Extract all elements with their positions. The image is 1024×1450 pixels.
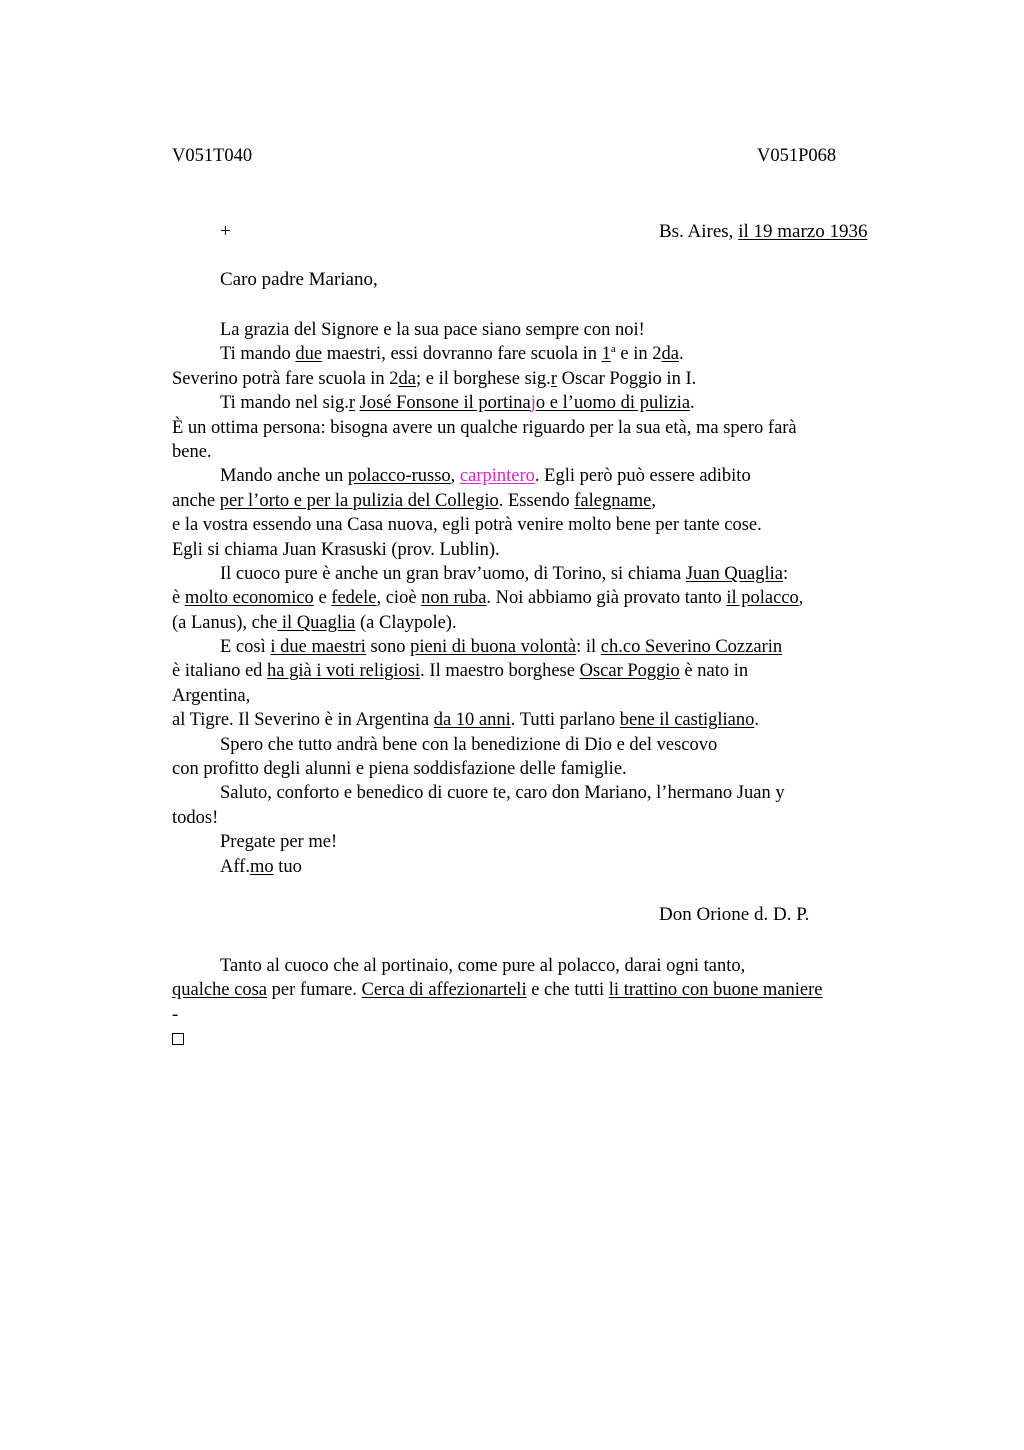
body-line: è italiano ed ha già i voti religiosi. Il maestro borghese Oscar Poggio è nato in xyxy=(172,661,749,682)
body-line: anche per l’orto e per la pulizia del Collegio. Essendo falegname, xyxy=(172,490,656,511)
body-line: E così i due maestri sono pieni di buona volontà: il ch.co Severino Cozzarin xyxy=(220,637,783,658)
end-marker xyxy=(172,1027,912,1051)
letter-body xyxy=(172,318,912,879)
document-ref-left: V051T040 xyxy=(172,146,253,166)
body-line: Egli si chiama Juan Krasuski (prov. Lublin). xyxy=(172,539,500,560)
body-line: Argentina, xyxy=(172,685,251,706)
body-line: Il cuoco pure è anche un gran brav’uomo, di Torino, si chiama Juan Quaglia: xyxy=(220,563,789,584)
date: il 19 marzo 1936 xyxy=(738,221,868,242)
postscript xyxy=(172,954,912,1052)
body-line: Pregate per me! xyxy=(220,832,338,853)
body-line: Ti mando due maestri, essi dovranno fare scuola in 1$^a$ e in 2da. xyxy=(220,343,684,365)
end-box-icon xyxy=(172,1033,184,1045)
body-line: al Tigre. Il Severino è in Argentina da 10 anni. Tutti parlano bene il castigliano. xyxy=(172,710,759,731)
body-line: todos! xyxy=(172,807,219,828)
body-line: Saluto, conforto e benedico di cuore te, caro don Mariano, l’hermano Juan y xyxy=(220,783,785,804)
annotation-word: carpintero xyxy=(459,466,535,487)
document-ref-right: V051P068 xyxy=(757,146,837,166)
ps-line: - xyxy=(172,1004,179,1025)
body-line: Mando anche un polacco-russo, carpintero. Egli però può essere adibito xyxy=(220,466,751,487)
signature: Don Orione d. D. P. xyxy=(659,904,810,925)
salutation: Caro padre Mariano, xyxy=(220,269,378,290)
ps-line: Tanto al cuoco che al portinaio, come pure al polacco, darai ogni tanto, xyxy=(220,956,746,976)
body-line: con profitto degli alunni e piena soddisfazione delle famiglie. xyxy=(172,759,627,780)
body-line: bene. xyxy=(172,441,212,462)
body-line: Ti mando nel sig.r José Fonsone il portinajo e l’uomo di pulizia. xyxy=(220,393,695,414)
annotation-correction: j xyxy=(530,393,536,414)
body-line: (a Lanus), che il Quaglia (a Claypole). xyxy=(172,612,457,633)
dateline: Bs. Aires, il 19 marzo 1936 xyxy=(659,221,868,242)
closing-line: Aff.mo tuo xyxy=(220,856,302,877)
body-line: è molto economico e fedele, cioè non ruba. Noi abbiamo già provato tanto il polacco, xyxy=(172,588,804,609)
body-line: Severino potrà fare scuola in 2da; e il borghese sig.r Oscar Poggio in I. xyxy=(172,368,697,389)
body-line: È un ottima persona: bisogna avere un qualche riguardo per la sua età, ma spero farà xyxy=(172,417,797,438)
body-line: La grazia del Signore e la sua pace siano sempre con noi! xyxy=(220,320,645,340)
ps-line: qualche cosa per fumare. Cerca di affezionarteli e che tutti li trattino con buone maniere xyxy=(172,980,823,1001)
body-line: Spero che tutto andrà bene con la benedizione di Dio e del vescovo xyxy=(220,734,718,755)
body-line: e la vostra essendo una Casa nuova, egli potrà venire molto bene per tante cose. xyxy=(172,515,762,536)
cross-mark: + xyxy=(220,221,231,242)
